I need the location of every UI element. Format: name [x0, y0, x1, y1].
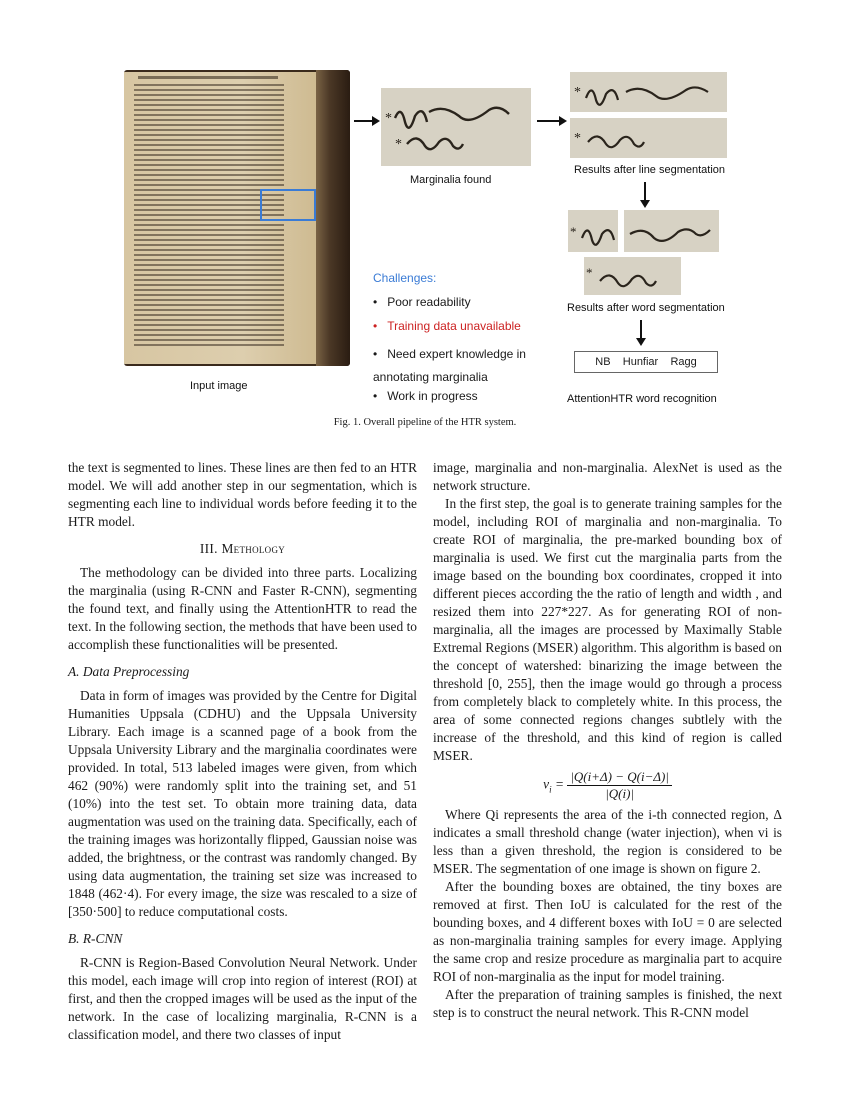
recognized-words-box: NB Hunfiar Ragg: [574, 351, 718, 373]
subsection-b-heading: B. R-CNN: [68, 931, 123, 946]
svg-text:*: *: [574, 131, 581, 146]
right-paragraph-2: Where Qi represents the area of the i-th connected region, Δ indicates a small threshold change (water injection), when vi is less than a given threshold, the region is considered to be MSER. The segmentation of one image is shown on figure 2.: [433, 807, 782, 876]
equation-lhs: v: [543, 776, 550, 792]
equation-numerator: |Q(i+Δ) − Q(i−Δ)|: [567, 769, 672, 786]
line-seg-label: Results after line segmentation: [574, 164, 726, 176]
right-paragraph-4: After the preparation of training samples is finished, the next step is to construct the neural network. This R-CNN model: [433, 987, 782, 1020]
svg-text:*: *: [586, 265, 593, 280]
marginalia-crop: [381, 88, 531, 166]
section-heading: III. Methology: [199, 541, 286, 556]
right-paragraph-3: After the bounding boxes are obtained, the tiny boxes are removed at first. Then IoU is calculated for the rest of the bounding boxes, and 4 different boxes with IoU = 0 are selected as non-marginalia training samples for every image. Applying the same crop and resize procedure as marginalia part to acquire ROI of non-marginalia as the input for model training.: [433, 879, 782, 984]
right-column: [433, 459, 782, 1022]
left-paragraph-0: the text is segmented to lines. These lines are then fed to an HTR model. We will add another step in our segmentation, which is segmenting each line to individual words before feeding it to the HTR model.: [68, 460, 417, 529]
challenge-item-2: • Training data unavailable: [373, 319, 521, 333]
svg-text:*: *: [570, 224, 577, 239]
left-column: [68, 459, 417, 1044]
equation-denominator: |Q(i)|: [605, 786, 634, 801]
arrow-right-2: [537, 120, 561, 122]
arrow-right-1: [354, 120, 374, 122]
svg-text:*: *: [395, 137, 402, 152]
input-image-label: Input image: [190, 380, 248, 392]
word-seg-crop-hunfiar: [624, 210, 719, 252]
left-paragraph-3: R-CNN is Region-Based Convolution Neural Network. Under this model, each image will crop into region of interest (ROI) at first, and then the cropped images will be used as the input of the network. In the case of localizing marginalia, R-CNN is a classification model, and there two classes of input: [68, 955, 417, 1042]
word-seg-crop-nb: [568, 210, 618, 252]
arrow-down-2: [640, 320, 642, 340]
recognition-label: AttentionHTR word recognition: [567, 393, 717, 405]
word-seg-crop-ragg: [584, 257, 681, 295]
challenge-item-4: • Work in progress: [373, 389, 478, 403]
challenges-title: Challenges:: [373, 271, 437, 285]
left-paragraph-2: Data in form of images was provided by the Centre for Digital Humanities Uppsala (CDHU) and the Uppsala University Library. Each image is a scanned page of a book from the Uppsala University Library and the marginalia coordinates were provided. In total, 513 labeled images were given, from which 462 (90%) were randomly split into the training set, and 51 (10%) into the test set. To obtain more training data, data augmentation was used on the training data. Specifically, each of the training images was horizontally flipped, Gaussian noise was added, the brightness, or the contrast was randomly changed. By using data augmentation, the training set size was increased to 1848 (462·4). For every image, the size was rescaled to a size of [350·500] to reduce computational costs.: [68, 688, 417, 919]
input-book-image: [124, 70, 350, 366]
arrow-down-1: [644, 182, 646, 202]
marginalia-found-label: Marginalia found: [410, 174, 492, 186]
line-seg-crop-2: [570, 118, 727, 158]
right-paragraph-0: image, marginalia and non-marginalia. AlexNet is used as the network structure.: [433, 460, 782, 493]
svg-text:*: *: [574, 85, 581, 100]
subsection-a-heading: A. Data Preprocessing: [68, 664, 190, 679]
challenge-item-1: • Poor readability: [373, 295, 471, 309]
marginalia-bounding-box: [260, 189, 316, 221]
svg-text:*: *: [385, 111, 392, 126]
mser-equation: $v_i$ = $\frac{|Q(i+\Delta) - Q(i-\Delta)|}{|Q(i)|}$: [433, 769, 782, 802]
equation-fraction: [567, 769, 672, 802]
left-paragraph-1: The methodology can be divided into three parts. Localizing the marginalia (using R-CNN and Faster R-CNN), segmenting the found text, and finally using the AttentionHTR to read the text. In the following section, the methods that have been used to accomplish these functionalities will be presented.: [68, 565, 417, 652]
line-seg-crop-1: [570, 72, 727, 112]
figure-caption: Fig. 1. Overall pipeline of the HTR system.: [333, 417, 517, 428]
challenge-item-3: • Need expert knowledge in annotating marginalia: [373, 347, 526, 384]
right-paragraph-1: In the first step, the goal is to generate training samples for the model, including ROI of marginalia and non-marginalia. To create ROI of marginalia, the pre-marked bounding box of marginalia is used. We first cut the marginalia parts from the image based on the bounding box coordinates, cropped it into different pieces according the the ratio of length and width , and resized them into 227*227. As for generating ROI of non-marginalia, all the images are processed by Maximally Stable Extremal Regions (MSER) algorithm. This algorithm is based on the concept of watershed: binarizing the image between the threshold [0, 255], then the image would go through a process from completely black to completely white. In this process, the area of some connected regions changes subtlely with the increase of the threshold, and this kind of region is called MSER.: [433, 496, 782, 763]
word-seg-label: Results after word segmentation: [567, 302, 725, 314]
